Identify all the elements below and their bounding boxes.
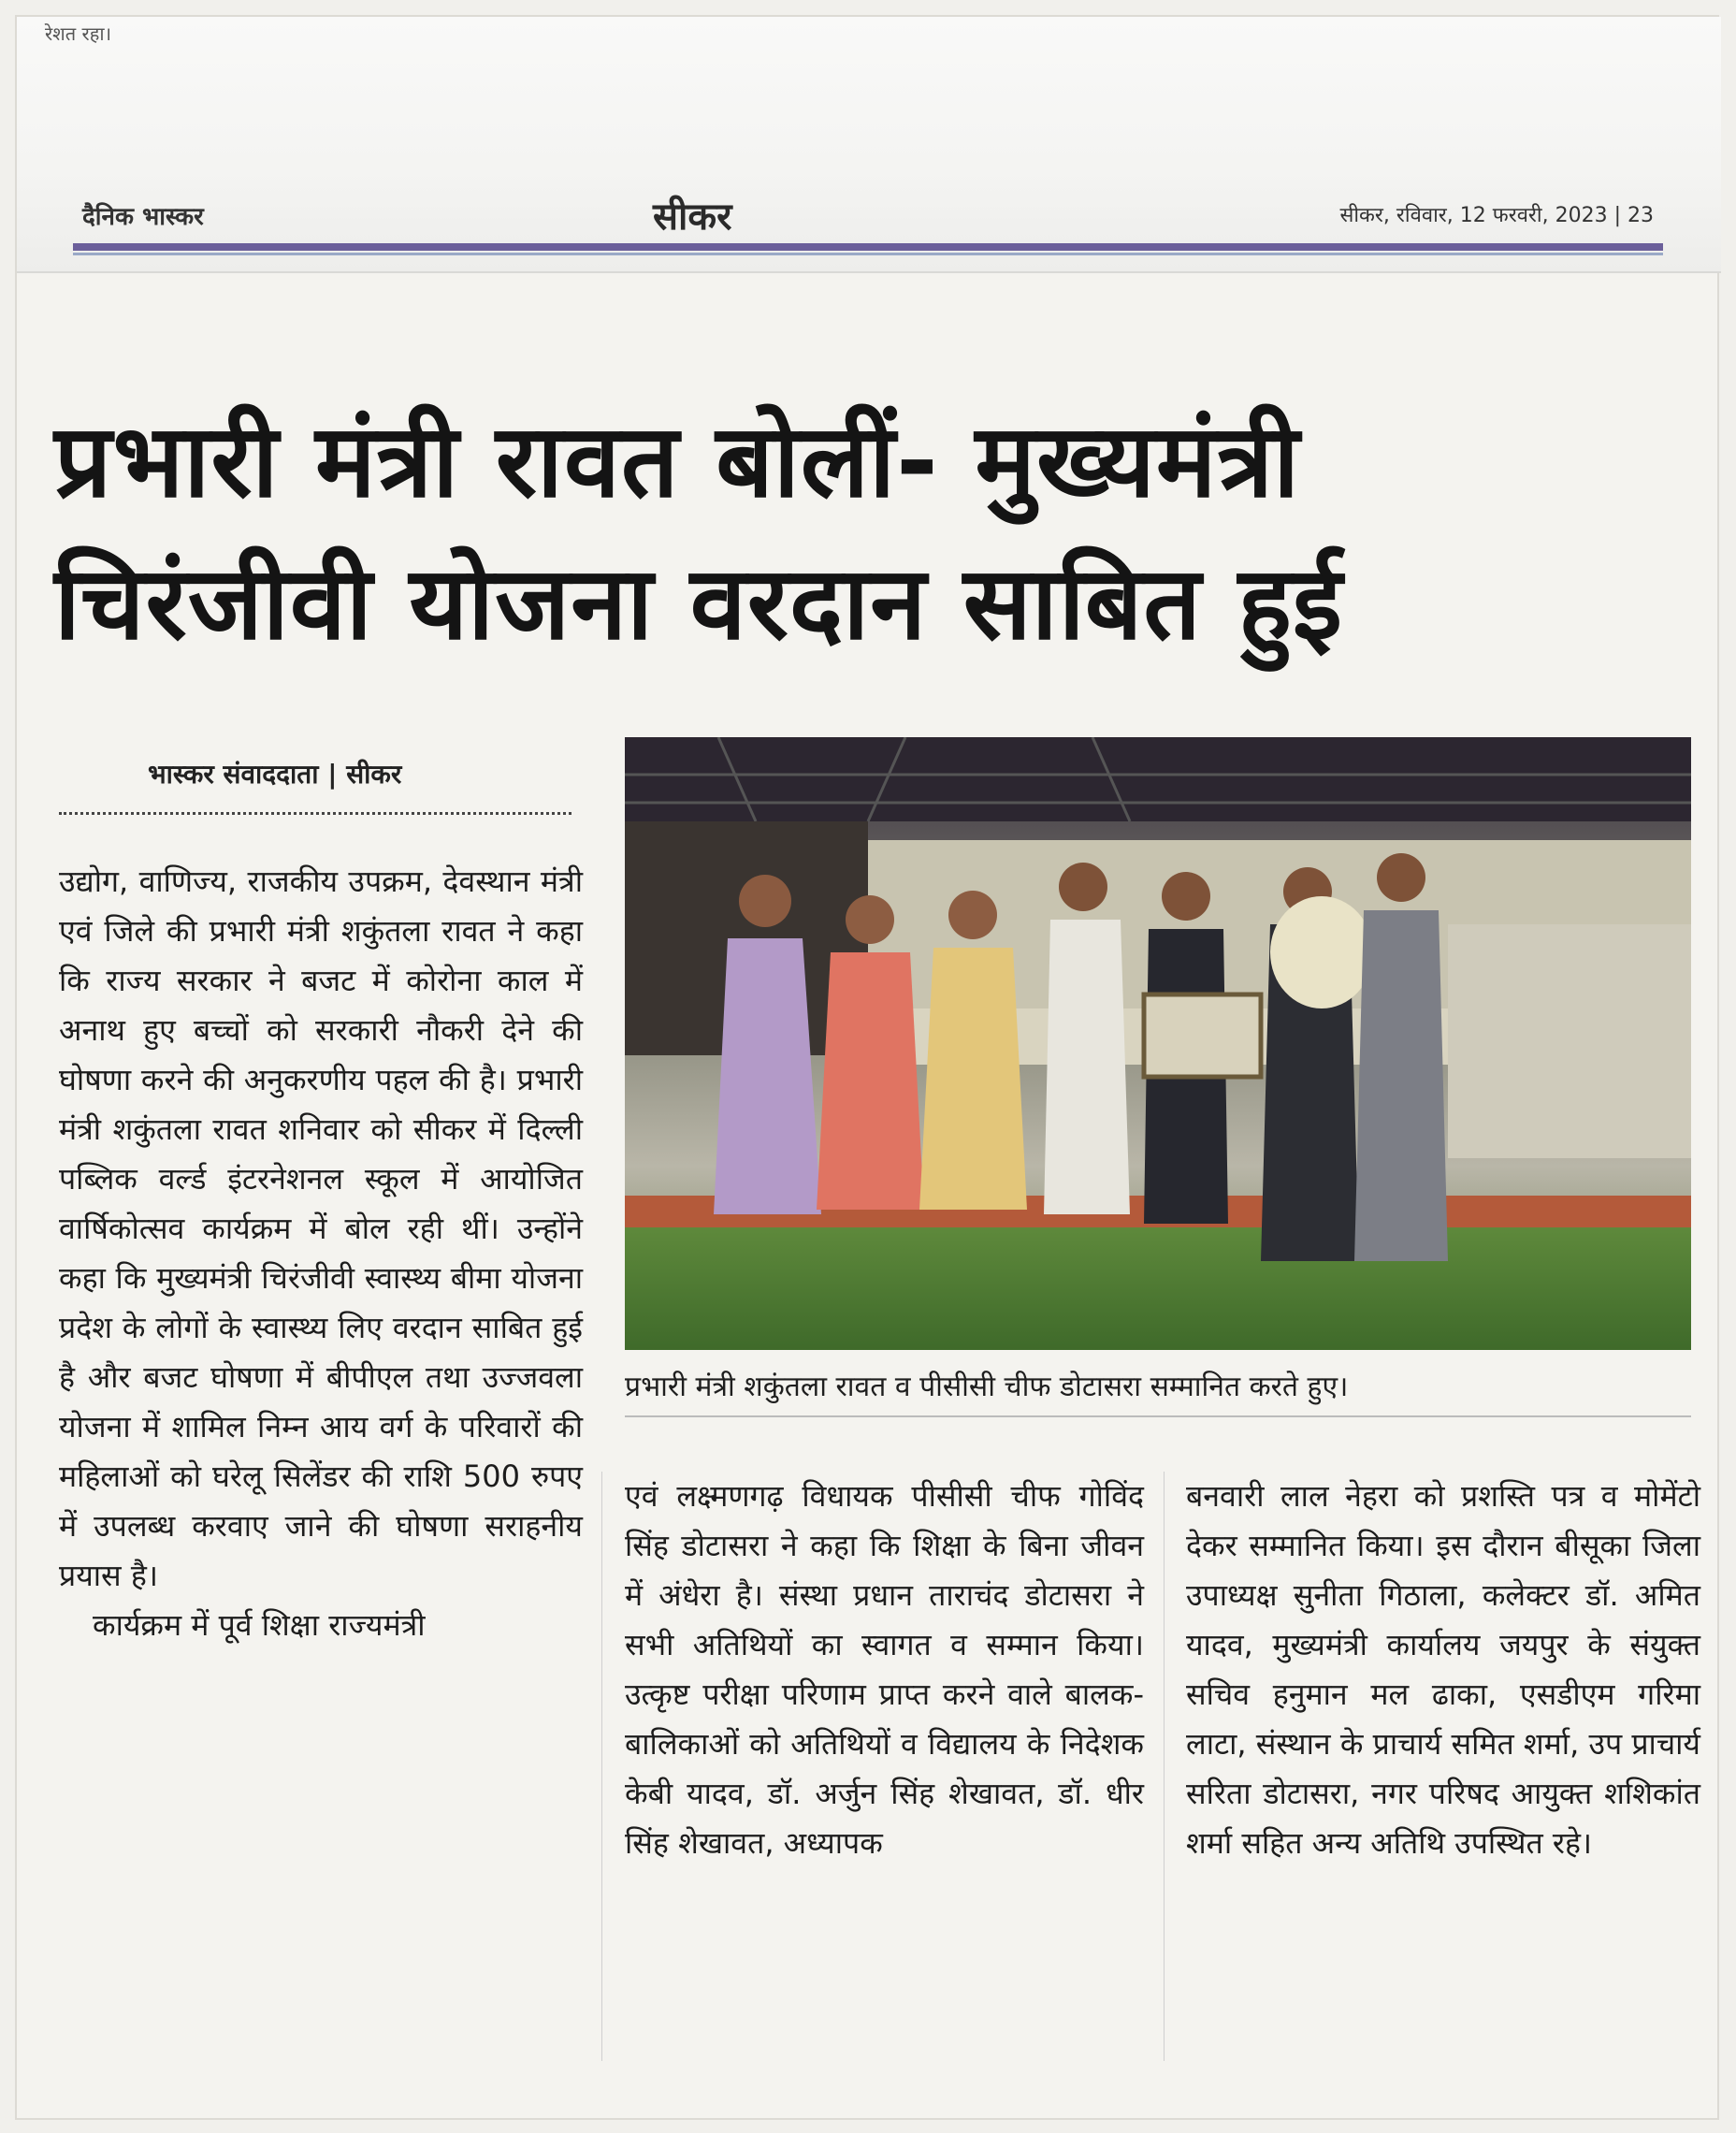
byline-divider: [59, 812, 571, 815]
masthead-rule-thin: [73, 253, 1663, 255]
byline: भास्कर संवाददाता | सीकर: [148, 759, 402, 790]
newspaper-clipping: [15, 15, 1719, 2120]
headline-line-2: चिरंजीवी योजना वरदान साबित हुई: [54, 545, 1343, 662]
article-column-3: [1186, 1472, 1700, 1868]
article-paragraph: उद्योग, वाणिज्य, राजकीय उपक्रम, देवस्थान मंत्री एवं जिले की प्रभारी मंत्री शकुंतला रावत ने कहा कि राज्य सरकार ने बजट में कोरोना काल में अनाथ हुए बच्चों को सरकारी नौकरी देने की घोषणा करने की अनुकरणीय पहल की है। प्रभारी मंत्री शकुंतला रावत शनिवार को सीकर में दिल्ली पब्लिक वर्ल्ड इंटरनेशनल स्कूल में आयोजित वार्षिकोत्सव कार्यक्रम में बोल रही थीं। उन्होंने कहा कि मुख्यमंत्री चिरंजीवी स्वास्थ्य बीमा योजना प्रदेश के लोगों के स्वास्थ्य लिए वरदान साबित हुई है और बजट घोषणा में बीपीएल तथा उज्जवला योजना में शामिल निम्न आय वर्ग के परिवारों की महिलाओं को घरेलू सिलेंडर की राशि 500 रुपए में उपलब्ध करवाए जाने की घोषणा सराहनीय प्रयास है।: [59, 863, 583, 1593]
award-frame: [1144, 994, 1261, 1077]
column-separator: [601, 1472, 602, 2061]
article-paragraph: कार्यक्रम में पूर्व शिक्षा राज्यमंत्री: [93, 1607, 426, 1643]
edition-city: सीकर: [653, 196, 732, 239]
event-photo: [625, 737, 1691, 1350]
scan-tape-strip: [17, 17, 1721, 273]
masthead-rule: [73, 243, 1663, 251]
person-7: [1354, 853, 1448, 1261]
column-separator: [1164, 1472, 1165, 2061]
newspaper-brand: दैनिक भास्कर: [82, 203, 204, 231]
photo-caption: प्रभारी मंत्री शकुंतला रावत व पीसीसी चीफ डोटासरा सम्मानित करते हुए।: [625, 1371, 1349, 1403]
caption-divider: [625, 1415, 1691, 1417]
article-column-2: [625, 1472, 1144, 1868]
award-ceremony-illustration: [625, 737, 1691, 1350]
article-column-1: [59, 857, 583, 1650]
dateline: सीकर, रविवार, 12 फरवरी, 2023 | 23: [1339, 204, 1654, 227]
article-paragraph: एवं लक्ष्मणगढ़ विधायक पीसीसी चीफ गोविंद सिंह डोटासरा ने कहा कि शिक्षा के बिना जीवन में अंधेरा है। संस्था प्रधान ताराचंद डोटासरा ने सभी अतिथियों का स्वागत व सम्मान किया। उत्कृष्ट परीक्षा परिणाम प्राप्त करने वाले बालक-बालिकाओं को अतिथियों व विद्यालय के निदेशक केबी यादव, डॉ. अर्जुन सिंह शेखावत, डॉ. धीर सिंह शेखावत, अध्यापक: [625, 1478, 1144, 1861]
headline-line-1: प्रभारी मंत्री रावत बोलीं- मुख्यमंत्री: [54, 403, 1301, 520]
masthead: [73, 191, 1663, 239]
scrap-note: रेशत रहा।: [45, 22, 112, 45]
headline: [54, 391, 1700, 675]
article-paragraph: बनवारी लाल नेहरा को प्रशस्ति पत्र व मोमेंटो देकर सम्मानित किया। इस दौरान बीसूका जिला उपाध्यक्ष सुनीता गिठाला, कलेक्टर डॉ. अमित यादव, मुख्यमंत्री कार्यालय जयपुर के संयुक्त सचिव हनुमान मल ढाका, एसडीएम गरिमा लाटा, संस्थान के प्राचार्य समित शर्मा, उप प्राचार्य सरिता डोटासरा, नगर परिषद आयुक्त शशिकांत शर्मा सहित अन्य अतिथि उपस्थित रहे।: [1186, 1478, 1700, 1861]
